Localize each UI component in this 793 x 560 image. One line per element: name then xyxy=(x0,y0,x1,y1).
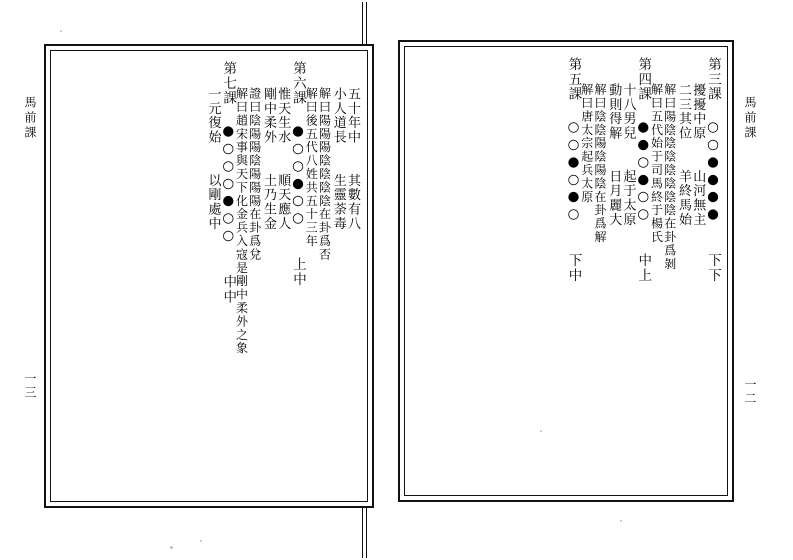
paper-speck xyxy=(540,430,542,432)
text-column: 證曰陰陽陽陰陽陽陽在卦爲兌 xyxy=(247,87,262,262)
page-number-right: 一二 xyxy=(743,378,757,406)
paper-speck xyxy=(170,546,173,549)
left-leaf xyxy=(44,44,374,508)
text-column: 第七課 ●○○○●○○ 中中 xyxy=(220,61,237,305)
text-column: 第六課 ●○○●○○ 上中 xyxy=(290,61,307,288)
text-column: 動則得解 日月麗大 xyxy=(606,83,622,227)
right-leaf-textblock xyxy=(404,46,728,496)
text-column: 一元復始 以剛處中 xyxy=(205,87,221,231)
text-column: 惟天生水 順天應人 xyxy=(275,87,291,231)
text-column: 解曰陽陽陽陰陰陰陰在卦爲否 xyxy=(317,87,332,262)
text-column: 二三其位 羊終馬始 xyxy=(675,83,691,227)
text-column: 小人道長 生靈荼毒 xyxy=(330,87,346,231)
text-column: 解曰唐太宗起兵太原 xyxy=(579,83,594,204)
paper-speck xyxy=(200,540,202,542)
text-column: 解曰陽陰陰陰陰陰陰陰在卦爲剝 xyxy=(662,83,677,271)
text-column: 擾擾中原 山河無主 xyxy=(690,83,706,227)
text-column: 解曰趙宋事與天下化金兵入寇是剛中柔外之象 xyxy=(234,87,249,355)
text-column: 剛中柔外 土乃生金 xyxy=(261,87,277,231)
text-column: 五十年中 其數有八 xyxy=(345,87,360,231)
right-leaf-columns xyxy=(405,47,727,495)
left-leaf-textblock xyxy=(50,50,368,502)
left-leaf-columns xyxy=(51,51,367,501)
running-head-right: 馬前課 xyxy=(743,96,757,141)
right-leaf xyxy=(398,40,734,502)
running-head-left: 馬前課 xyxy=(23,96,37,141)
text-column: 十八男兒 起于太原 xyxy=(620,83,636,227)
text-column: 解曰陰陰陽陰陽陰在卦爲解 xyxy=(593,83,607,244)
paper-speck xyxy=(620,520,622,522)
text-column: 第三課 ○○●●●● 下下 xyxy=(705,57,721,284)
text-column: 解曰五代始于司馬終于楊氏 xyxy=(649,83,664,244)
paper-speck xyxy=(60,30,62,32)
page-number-left: 一三 xyxy=(23,372,37,400)
text-column: 第四課 ●●○●○○ 中上 xyxy=(635,57,652,284)
text-column: 第五課 ○○●○●○ 下中 xyxy=(565,57,582,284)
text-column: 解曰後五代八姓共五十三年 xyxy=(304,87,319,248)
